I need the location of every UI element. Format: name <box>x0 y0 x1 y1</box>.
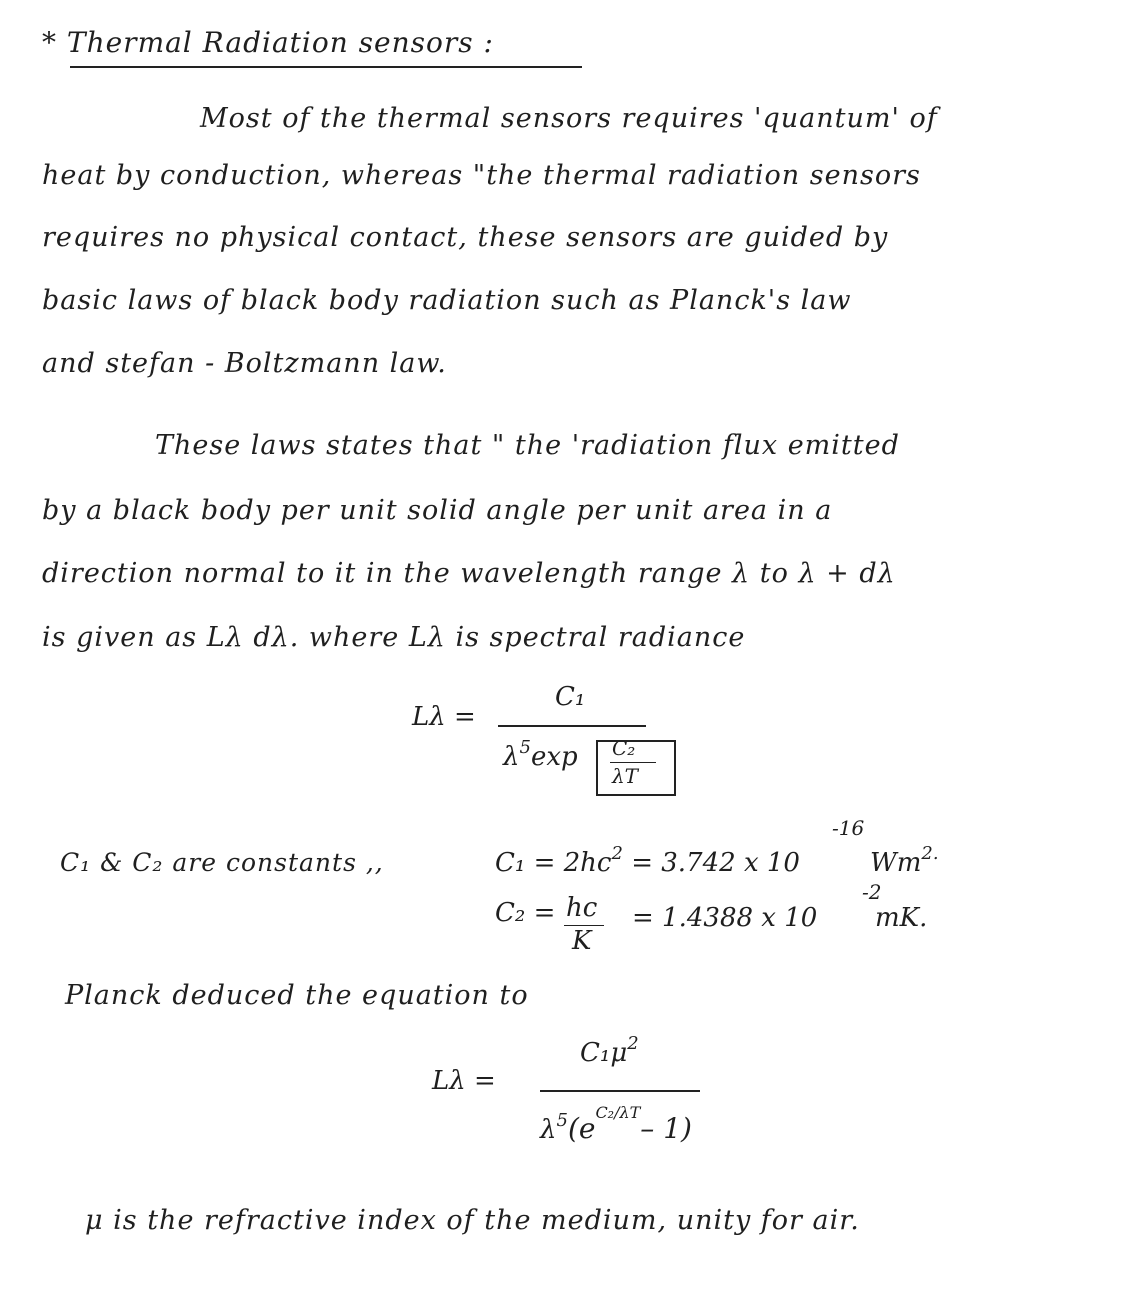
eq2-fraction-bar <box>540 1090 700 1092</box>
paragraph2-line4: is given as Lλ dλ. where Lλ is spectral radiance <box>42 622 746 653</box>
eq1-denominator <box>503 737 578 772</box>
eq1-fraction-bar <box>498 725 646 727</box>
page-title: * Thermal Radiation sensors : <box>42 26 494 59</box>
eq2-num-text: C₁μ <box>580 1038 628 1068</box>
c1-exp: 2 <box>611 843 623 864</box>
c1-value: = 3.742 x 10 <box>631 848 800 878</box>
c1-lhs: C₁ = 2hc <box>495 848 612 878</box>
eq2-numerator <box>580 1033 639 1068</box>
eq2-num-exp: 2 <box>627 1033 639 1054</box>
paragraph2-line2: by a black body per unit solid angle per unit area in a <box>42 495 833 526</box>
title-underline <box>70 66 582 68</box>
c2-value: = 1.4388 x 10 <box>632 903 818 933</box>
c1-unit-text: Wm <box>870 848 922 878</box>
eq1-inner-denominator: λT <box>612 764 639 788</box>
eq2-den-exp: 5 <box>556 1110 568 1131</box>
eq1-den-base: λ <box>503 742 520 772</box>
eq1-lhs: Lλ = <box>412 702 476 732</box>
eq1-inner-numerator: C₂ <box>612 736 636 760</box>
eq1-numerator: C₁ <box>555 682 586 712</box>
paragraph1-line1: Most of the thermal sensors requires 'quantum' of <box>200 103 938 134</box>
eq2-den-e-exp: C₂/λT <box>595 1103 641 1122</box>
c2-power: -2 <box>862 880 882 904</box>
paragraph1-line2: heat by conduction, whereas "the thermal radiation sensors <box>42 160 921 191</box>
footer-note: μ is the refractive index of the medium, unity for air. <box>85 1205 860 1236</box>
c2-unit: mK. <box>875 903 928 933</box>
eq2-den-close: – 1) <box>640 1112 692 1145</box>
eq1-den-func: exp <box>530 742 578 772</box>
c1-unit-exp: 2. <box>921 843 939 864</box>
c2-denominator: K <box>572 926 592 956</box>
eq1-inner-bar <box>610 762 656 763</box>
paragraph2-line1: These laws states that " the 'radiation flux emitted <box>155 430 900 461</box>
planck-line: Planck deduced the equation to <box>65 980 529 1011</box>
paragraph1-line5: and stefan - Boltzmann law. <box>42 348 447 379</box>
paragraph2-line3: direction normal to it in the wavelength range λ to λ + dλ <box>42 558 896 589</box>
constants-label: C₁ & C₂ are constants ,, <box>60 848 384 877</box>
eq1-den-exp: 5 <box>519 737 531 758</box>
eq2-den-open: (e <box>567 1112 596 1145</box>
c1-power: -16 <box>832 816 865 840</box>
eq2-lhs: Lλ = <box>432 1066 496 1096</box>
paragraph1-line4: basic laws of black body radiation such as Planck's law <box>42 285 852 316</box>
c2-numerator: hc <box>566 893 598 923</box>
c2-lhs: C₂ = <box>495 898 556 928</box>
eq2-den-base: λ <box>540 1115 557 1145</box>
c1-definition <box>495 843 800 878</box>
eq2-denominator <box>540 1103 692 1145</box>
c1-unit <box>870 843 939 878</box>
paragraph1-line3: requires no physical contact, these sensors are guided by <box>42 222 889 253</box>
